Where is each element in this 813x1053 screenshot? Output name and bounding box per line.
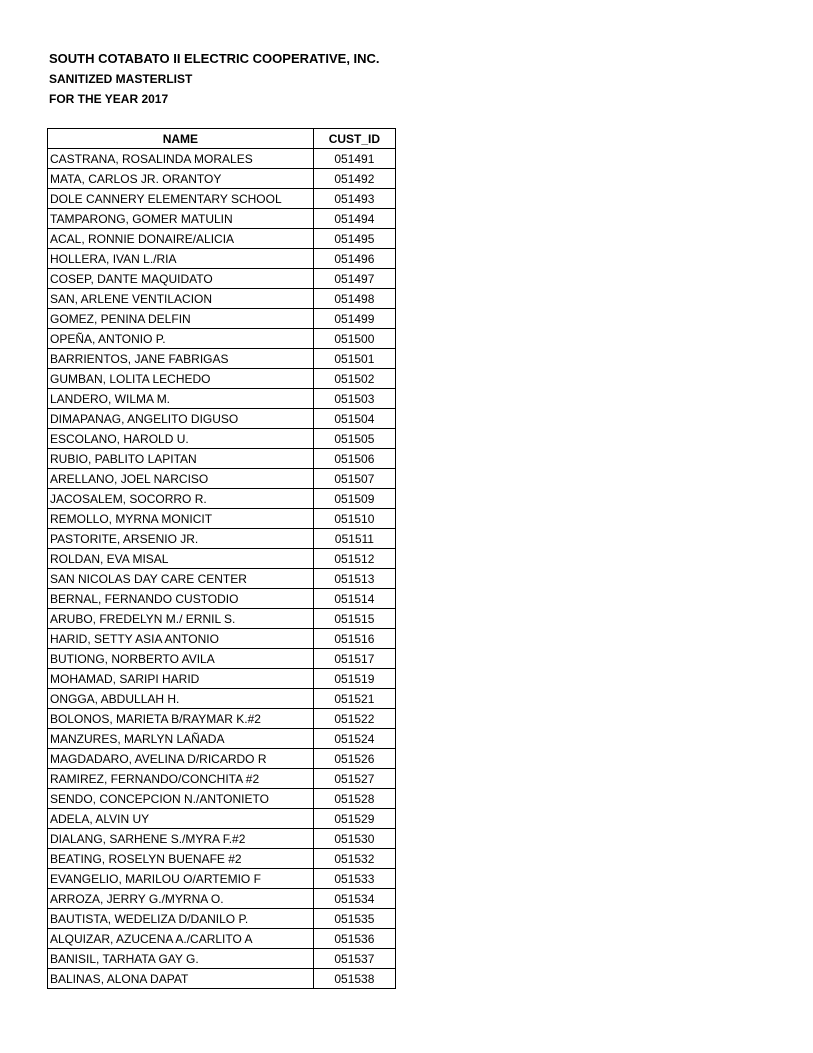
masterlist-table	[47, 128, 396, 989]
table-row	[48, 189, 396, 209]
table-row	[48, 649, 396, 669]
table-row	[48, 789, 396, 809]
customer-id-cell: 051501	[313, 349, 395, 369]
customer-id-cell: 051521	[313, 689, 395, 709]
customer-name-cell: PASTORITE, ARSENIO JR.	[48, 529, 314, 549]
customer-id-cell: 051528	[313, 789, 395, 809]
customer-name-cell: MAGDADARO, AVELINA D/RICARDO R	[48, 749, 314, 769]
table-row	[48, 349, 396, 369]
customer-name-cell: MATA, CARLOS JR. ORANTOY	[48, 169, 314, 189]
customer-id-cell: 051496	[313, 249, 395, 269]
customer-name-cell: CASTRANA, ROSALINDA MORALES	[48, 149, 314, 169]
customer-name-cell: ACAL, RONNIE DONAIRE/ALICIA	[48, 229, 314, 249]
customer-id-cell: 051505	[313, 429, 395, 449]
customer-name-cell: EVANGELIO, MARILOU O/ARTEMIO F	[48, 869, 314, 889]
customer-id-cell: 051511	[313, 529, 395, 549]
customer-name-cell: GUMBAN, LOLITA LECHEDO	[48, 369, 314, 389]
customer-id-cell: 051524	[313, 729, 395, 749]
table-row	[48, 549, 396, 569]
customer-id-cell: 051512	[313, 549, 395, 569]
customer-id-cell: 051503	[313, 389, 395, 409]
customer-name-cell: COSEP, DANTE MAQUIDATO	[48, 269, 314, 289]
customer-id-cell: 051491	[313, 149, 395, 169]
table-row	[48, 169, 396, 189]
document-header	[49, 50, 380, 110]
customer-id-cell: 051522	[313, 709, 395, 729]
customer-name-cell: SAN NICOLAS DAY CARE CENTER	[48, 569, 314, 589]
customer-name-cell: HARID, SETTY ASIA ANTONIO	[48, 629, 314, 649]
customer-id-cell: 051535	[313, 909, 395, 929]
column-header-cust-id: CUST_ID	[313, 129, 395, 149]
customer-name-cell: MOHAMAD, SARIPI HARID	[48, 669, 314, 689]
customer-name-cell: ADELA, ALVIN UY	[48, 809, 314, 829]
table-row	[48, 809, 396, 829]
customer-id-cell: 051527	[313, 769, 395, 789]
table-header	[48, 129, 396, 149]
customer-name-cell: DIALANG, SARHENE S./MYRA F.#2	[48, 829, 314, 849]
customer-name-cell: HOLLERA, IVAN L./RIA	[48, 249, 314, 269]
table-row	[48, 669, 396, 689]
customer-id-cell: 051515	[313, 609, 395, 629]
table-row	[48, 949, 396, 969]
table-row	[48, 729, 396, 749]
customer-name-cell: ALQUIZAR, AZUCENA A./CARLITO A	[48, 929, 314, 949]
customer-name-cell: BALINAS, ALONA DAPAT	[48, 969, 314, 989]
customer-name-cell: LANDERO, WILMA M.	[48, 389, 314, 409]
customer-name-cell: ONGGA, ABDULLAH H.	[48, 689, 314, 709]
header-row	[48, 129, 396, 149]
customer-id-cell: 051494	[313, 209, 395, 229]
table-row	[48, 609, 396, 629]
customer-id-cell: 051498	[313, 289, 395, 309]
customer-id-cell: 051506	[313, 449, 395, 469]
table-row	[48, 849, 396, 869]
customer-id-cell: 051538	[313, 969, 395, 989]
customer-id-cell: 051513	[313, 569, 395, 589]
customer-name-cell: DOLE CANNERY ELEMENTARY SCHOOL	[48, 189, 314, 209]
table-row	[48, 249, 396, 269]
customer-name-cell: DIMAPANAG, ANGELITO DIGUSO	[48, 409, 314, 429]
customer-name-cell: ESCOLANO, HAROLD U.	[48, 429, 314, 449]
table-row	[48, 449, 396, 469]
customer-name-cell: MANZURES, MARLYN LAÑADA	[48, 729, 314, 749]
customer-name-cell: GOMEZ, PENINA DELFIN	[48, 309, 314, 329]
table-row	[48, 749, 396, 769]
customer-id-cell: 051536	[313, 929, 395, 949]
table-row	[48, 369, 396, 389]
customer-name-cell: JACOSALEM, SOCORRO R.	[48, 489, 314, 509]
customer-id-cell: 051510	[313, 509, 395, 529]
table-row	[48, 829, 396, 849]
customer-name-cell: BEATING, ROSELYN BUENAFE #2	[48, 849, 314, 869]
table-row	[48, 629, 396, 649]
customer-name-cell: RAMIREZ, FERNANDO/CONCHITA #2	[48, 769, 314, 789]
customer-name-cell: BOLONOS, MARIETA B/RAYMAR K.#2	[48, 709, 314, 729]
year-line: FOR THE YEAR 2017	[49, 92, 169, 106]
customer-id-cell: 051529	[313, 809, 395, 829]
customer-id-cell: 051526	[313, 749, 395, 769]
table-row	[48, 969, 396, 989]
customer-name-cell: BANISIL, TARHATA GAY G.	[48, 949, 314, 969]
table-body	[48, 149, 396, 989]
customer-id-cell: 051517	[313, 649, 395, 669]
customer-id-cell: 051530	[313, 829, 395, 849]
customer-name-cell: SAN, ARLENE VENTILACION	[48, 289, 314, 309]
table-row	[48, 889, 396, 909]
customer-id-cell: 051492	[313, 169, 395, 189]
customer-name-cell: ARUBO, FREDELYN M./ ERNIL S.	[48, 609, 314, 629]
table-row	[48, 529, 396, 549]
customer-id-cell: 051534	[313, 889, 395, 909]
customer-id-cell: 051499	[313, 309, 395, 329]
customer-id-cell: 051507	[313, 469, 395, 489]
list-title: SANITIZED MASTERLIST	[49, 72, 193, 86]
table-row	[48, 589, 396, 609]
customer-name-cell: BAUTISTA, WEDELIZA D/DANILO P.	[48, 909, 314, 929]
customer-id-cell: 051504	[313, 409, 395, 429]
table-row	[48, 769, 396, 789]
table-row	[48, 209, 396, 229]
table-row	[48, 429, 396, 449]
customer-id-cell: 051509	[313, 489, 395, 509]
table-row	[48, 929, 396, 949]
customer-name-cell: ROLDAN, EVA MISAL	[48, 549, 314, 569]
customer-id-cell: 051519	[313, 669, 395, 689]
table-row	[48, 489, 396, 509]
table-row	[48, 309, 396, 329]
table-row	[48, 569, 396, 589]
table-row	[48, 149, 396, 169]
customer-id-cell: 051533	[313, 869, 395, 889]
table-row	[48, 869, 396, 889]
column-header-name: NAME	[48, 129, 314, 149]
customer-name-cell: SENDO, CONCEPCION N./ANTONIETO	[48, 789, 314, 809]
customer-id-cell: 051497	[313, 269, 395, 289]
customer-id-cell: 051495	[313, 229, 395, 249]
table-row	[48, 909, 396, 929]
customer-name-cell: BUTIONG, NORBERTO AVILA	[48, 649, 314, 669]
customer-name-cell: TAMPARONG, GOMER MATULIN	[48, 209, 314, 229]
table-row	[48, 289, 396, 309]
customer-id-cell: 051516	[313, 629, 395, 649]
customer-name-cell: OPEÑA, ANTONIO P.	[48, 329, 314, 349]
table-row	[48, 409, 396, 429]
customer-name-cell: BARRIENTOS, JANE FABRIGAS	[48, 349, 314, 369]
table-row	[48, 689, 396, 709]
organization-title: SOUTH COTABATO II ELECTRIC COOPERATIVE, INC.	[49, 51, 380, 66]
table-row	[48, 709, 396, 729]
customer-name-cell: BERNAL, FERNANDO CUSTODIO	[48, 589, 314, 609]
customer-id-cell: 051537	[313, 949, 395, 969]
customer-id-cell: 051493	[313, 189, 395, 209]
table-row	[48, 389, 396, 409]
table-row	[48, 269, 396, 289]
customer-name-cell: REMOLLO, MYRNA MONICIT	[48, 509, 314, 529]
customer-id-cell: 051500	[313, 329, 395, 349]
customer-name-cell: ARELLANO, JOEL NARCISO	[48, 469, 314, 489]
table-row	[48, 469, 396, 489]
table-row	[48, 509, 396, 529]
table-row	[48, 329, 396, 349]
customer-id-cell: 051532	[313, 849, 395, 869]
table-row	[48, 229, 396, 249]
customer-name-cell: ARROZA, JERRY G./MYRNA O.	[48, 889, 314, 909]
customer-name-cell: RUBIO, PABLITO LAPITAN	[48, 449, 314, 469]
customer-id-cell: 051502	[313, 369, 395, 389]
customer-id-cell: 051514	[313, 589, 395, 609]
